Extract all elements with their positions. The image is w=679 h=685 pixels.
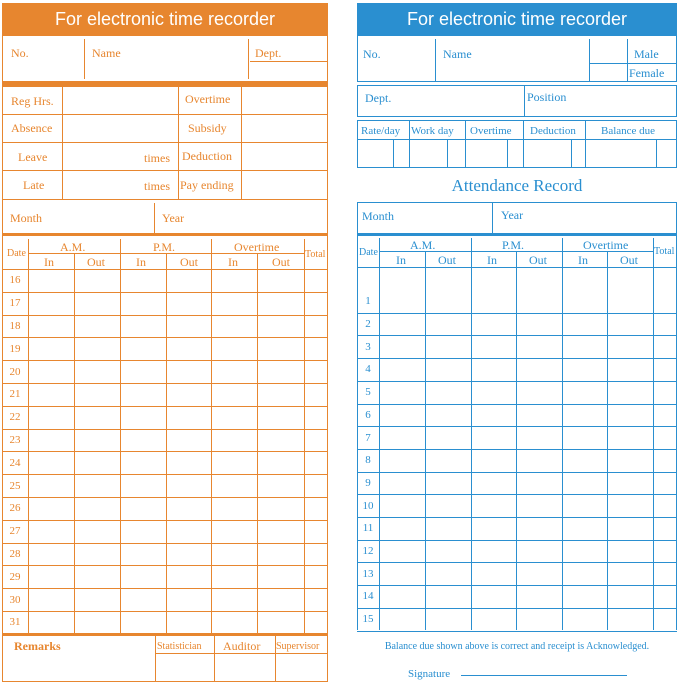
leave-label: Leave xyxy=(18,150,48,164)
pm-header: P.M. xyxy=(153,240,176,254)
reg-hrs-label: Reg Hrs. xyxy=(11,94,54,108)
pm-header: P.M. xyxy=(502,238,525,252)
late-label: Late xyxy=(23,178,45,192)
overtime-summary-label: Overtime xyxy=(470,125,512,137)
day-number: 6 xyxy=(365,408,371,421)
row-divider xyxy=(2,337,328,338)
no-label: No. xyxy=(363,47,381,61)
date-header: Date xyxy=(359,247,378,258)
name-label: Name xyxy=(443,47,472,61)
row-divider xyxy=(2,406,328,407)
row-divider xyxy=(357,494,677,495)
row-divider xyxy=(2,565,328,566)
day-number: 29 xyxy=(9,570,21,583)
ot-in-header: In xyxy=(228,255,238,269)
name-label: Name xyxy=(92,46,121,60)
day-number: 28 xyxy=(9,548,21,560)
total-header: Total xyxy=(654,246,675,257)
ot-in-header: In xyxy=(578,253,588,267)
day-number: 27 xyxy=(9,525,21,538)
year-label: Year xyxy=(501,208,524,222)
row-divider xyxy=(2,451,328,452)
row-divider xyxy=(2,429,328,430)
total-header: Total xyxy=(305,249,326,260)
row-divider xyxy=(2,360,328,361)
day-number: 26 xyxy=(9,502,21,515)
signature-line xyxy=(461,675,627,676)
day-number: 1 xyxy=(365,295,371,308)
row-divider xyxy=(2,520,328,521)
pm-out-header: Out xyxy=(529,253,547,267)
pay-ending-label: Pay ending xyxy=(180,178,234,192)
row-divider xyxy=(357,358,677,359)
absence-label: Absence xyxy=(11,121,53,135)
day-number: 19 xyxy=(9,342,21,355)
am-header: A.M. xyxy=(60,240,86,254)
day-number: 24 xyxy=(9,456,21,469)
work-day-label: Work day xyxy=(411,125,454,137)
row-divider xyxy=(357,404,677,405)
time-card-orange xyxy=(2,3,328,682)
late-times-label: times xyxy=(144,179,170,193)
row-divider xyxy=(2,497,328,498)
row-divider xyxy=(357,540,677,541)
ot-out-header: Out xyxy=(620,253,638,267)
day-number: 8 xyxy=(365,454,371,467)
day-number: 30 xyxy=(9,593,21,606)
day-number: 31 xyxy=(9,616,21,629)
row-divider xyxy=(357,631,677,632)
day-number: 5 xyxy=(365,386,371,399)
day-number: 3 xyxy=(365,340,371,353)
row-divider xyxy=(357,585,677,586)
overtime-header: Overtime xyxy=(583,238,629,252)
dept-label: Dept. xyxy=(365,91,392,105)
day-number: 10 xyxy=(362,499,374,512)
row-divider xyxy=(2,292,328,293)
leave-times-label: times xyxy=(144,151,170,165)
day-number: 2 xyxy=(365,318,371,331)
am-out-header: Out xyxy=(87,255,105,269)
auditor-label: Auditor xyxy=(223,639,261,653)
day-number: 7 xyxy=(365,431,371,444)
row-divider xyxy=(2,588,328,589)
overtime-label: Overtime xyxy=(185,92,231,106)
day-number: 12 xyxy=(362,545,374,558)
supervisor-label: Supervisor xyxy=(276,641,320,652)
day-number: 14 xyxy=(362,590,374,603)
pm-in-header: In xyxy=(136,255,146,269)
position-label: Position xyxy=(527,90,567,104)
pm-in-header: In xyxy=(487,253,497,267)
overtime-header: Overtime xyxy=(234,240,280,254)
day-number: 17 xyxy=(9,297,21,310)
dept-label: Dept. xyxy=(255,46,282,60)
row-divider xyxy=(357,313,677,314)
row-divider xyxy=(357,449,677,450)
day-number: 21 xyxy=(9,388,21,401)
row-divider xyxy=(357,517,677,518)
row-divider xyxy=(357,381,677,382)
ot-out-header: Out xyxy=(272,255,290,269)
day-number: 9 xyxy=(365,476,371,489)
day-number: 23 xyxy=(9,434,21,446)
female-label: Female xyxy=(629,66,665,80)
row-divider xyxy=(2,383,328,384)
deduction-label: Deduction xyxy=(530,125,576,137)
day-number: 11 xyxy=(362,522,374,535)
day-number: 16 xyxy=(9,274,21,287)
row-divider xyxy=(357,608,677,609)
time-card-blue xyxy=(357,3,677,682)
row-divider xyxy=(2,611,328,612)
row-divider xyxy=(2,543,328,544)
am-in-header: In xyxy=(396,253,406,267)
row-divider xyxy=(357,426,677,427)
statistician-label: Statistician xyxy=(157,641,202,652)
year-label: Year xyxy=(162,211,185,225)
month-label: Month xyxy=(10,211,43,225)
day-number: 25 xyxy=(9,479,21,492)
am-out-header: Out xyxy=(438,253,456,267)
am-header: A.M. xyxy=(410,238,436,252)
row-divider xyxy=(357,562,677,563)
card-banner: For electronic time recorder xyxy=(2,3,328,36)
balance-due-label: Balance due xyxy=(601,125,656,137)
day-number: 22 xyxy=(9,411,21,424)
row-divider xyxy=(2,315,328,316)
signature-label: Signature xyxy=(408,668,451,680)
no-label: No. xyxy=(11,46,29,60)
subsidy-label: Subsidy xyxy=(188,121,227,135)
deduction-label: Deduction xyxy=(182,149,232,163)
date-header: Date xyxy=(7,248,26,259)
male-label: Male xyxy=(634,47,659,61)
month-label: Month xyxy=(362,209,395,223)
day-number: 4 xyxy=(365,363,371,376)
am-in-header: In xyxy=(44,255,54,269)
row-divider xyxy=(357,335,677,336)
day-number: 18 xyxy=(9,320,21,332)
attendance-record-title: Attendance Record xyxy=(451,176,583,195)
day-number: 20 xyxy=(9,365,21,378)
rate-day-label: Rate/day xyxy=(361,125,401,137)
day-number: 13 xyxy=(362,567,374,580)
pm-out-header: Out xyxy=(180,255,198,269)
day-number: 15 xyxy=(362,613,374,626)
row-divider xyxy=(357,472,677,473)
row-divider xyxy=(2,474,328,475)
remarks-label: Remarks xyxy=(14,639,61,653)
card-banner: For electronic time recorder xyxy=(357,3,677,36)
acknowledgement-text: Balance due shown above is correct and receipt is Acknowledged. xyxy=(384,641,650,652)
